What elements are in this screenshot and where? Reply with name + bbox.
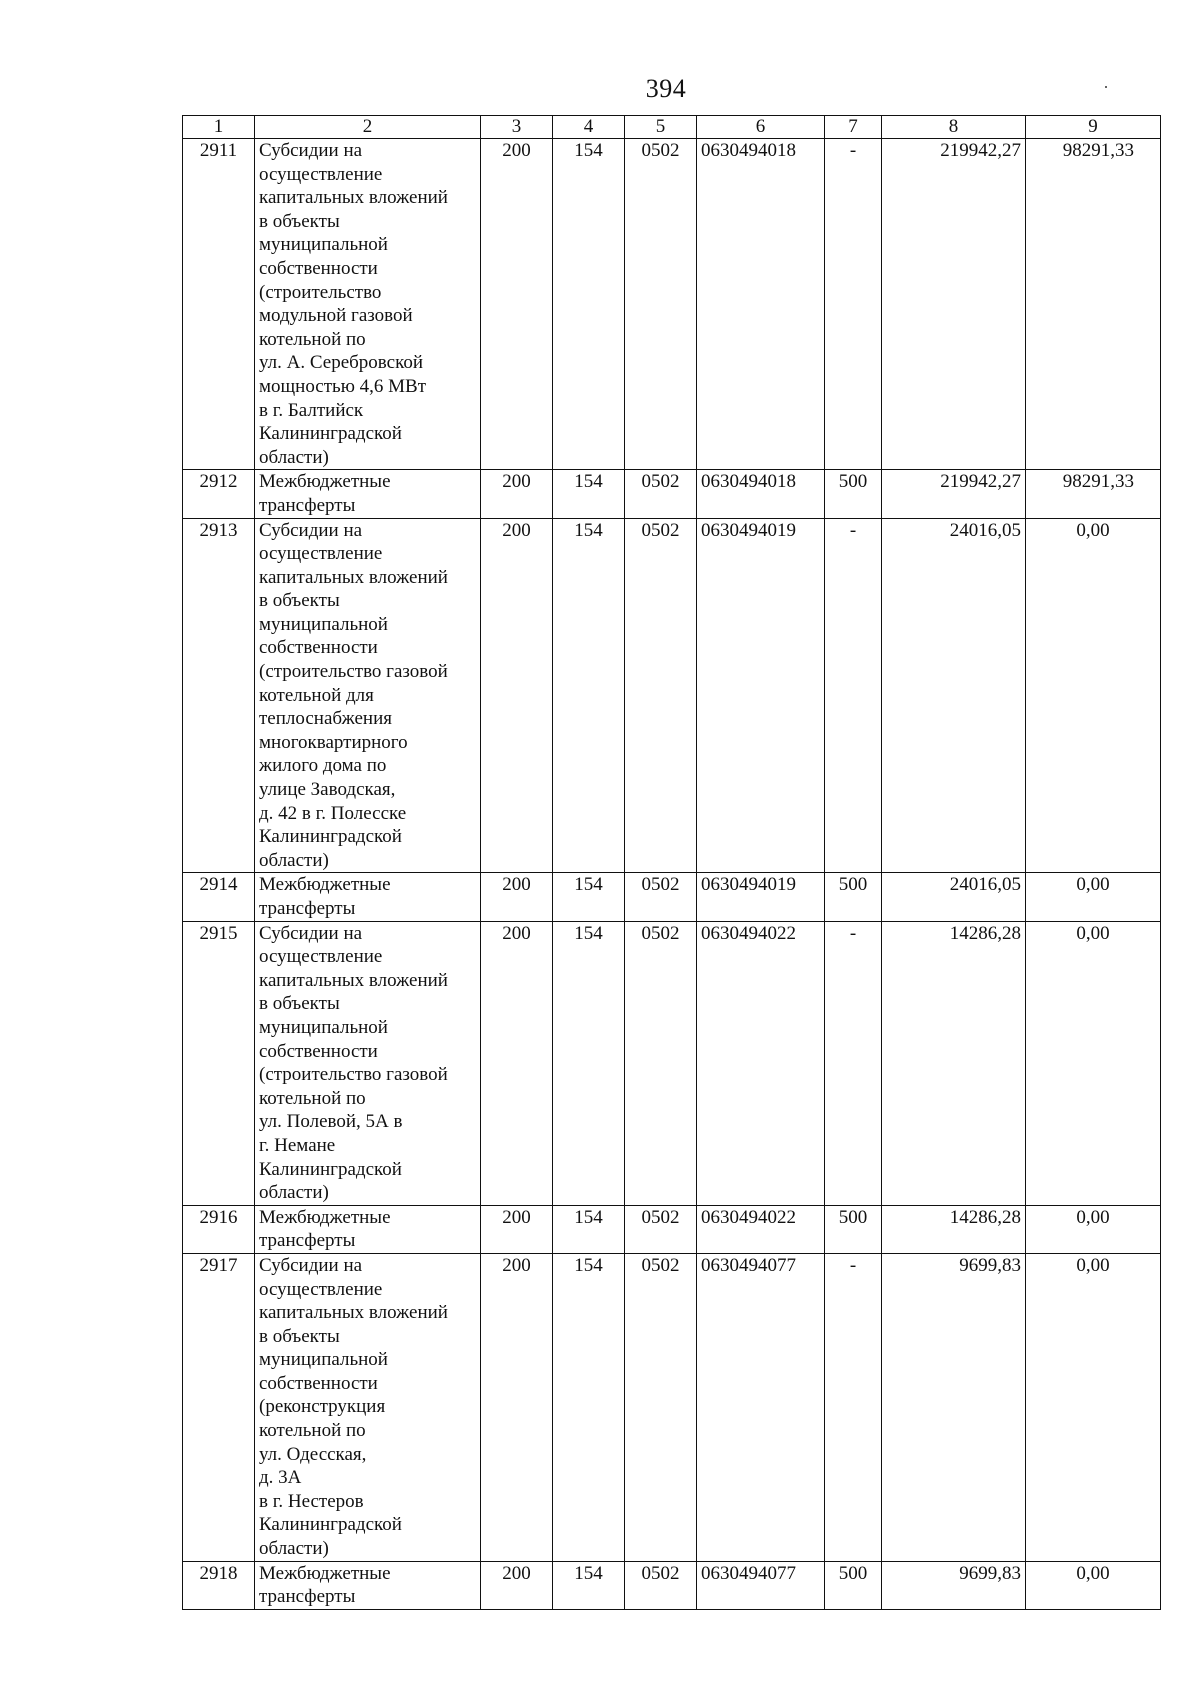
description-line: д. 42 в г. Полесске — [259, 802, 407, 824]
row-number-cell: 2917 — [183, 1253, 255, 1561]
code-4-cell: 154 — [553, 873, 625, 921]
column-header-9: 9 — [1026, 116, 1161, 139]
description-line: Субсидии на — [259, 922, 363, 944]
amount-8-cell: 219942,27 — [882, 470, 1026, 518]
description-line: собственности — [259, 1040, 378, 1062]
code-3-cell: 200 — [481, 1253, 553, 1561]
code-3-cell: 200 — [481, 1205, 553, 1253]
description-line: в г. Нестеров — [259, 1490, 364, 1512]
description-line: трансферты — [259, 494, 356, 516]
description-line: собственности — [259, 637, 378, 659]
description-line: жилого дома по — [259, 755, 387, 777]
description-line: д. 3А — [259, 1467, 302, 1489]
description-line: муниципальной — [259, 1016, 388, 1038]
code-4-cell: 154 — [553, 921, 625, 1205]
description-line: области) — [259, 849, 329, 871]
budget-table — [182, 115, 1161, 1610]
row-number-cell: 2912 — [183, 470, 255, 518]
description-line: (строительство газовой — [259, 661, 448, 683]
description-line: капитальных вложений — [259, 566, 448, 588]
description-line: котельной по — [259, 1087, 366, 1109]
expense-type-cell: - — [825, 1253, 882, 1561]
description-line: в объекты — [259, 1325, 340, 1347]
target-article-cell: 0630494019 — [697, 873, 825, 921]
amount-9-cell: 0,00 — [1026, 1205, 1161, 1253]
code-4-cell: 154 — [553, 470, 625, 518]
description-line: муниципальной — [259, 1349, 388, 1371]
code-4-cell: 154 — [553, 1205, 625, 1253]
description-line: в объекты — [259, 993, 340, 1015]
amount-8-cell: 9699,83 — [882, 1253, 1026, 1561]
expense-type-cell: - — [825, 518, 882, 873]
description-line: Калининградской — [259, 1158, 402, 1180]
amount-9-cell: 98291,33 — [1026, 470, 1161, 518]
table-row — [183, 1561, 1161, 1609]
table-row — [183, 1253, 1161, 1561]
expense-type-cell: 500 — [825, 1205, 882, 1253]
description-line: модульной газовой — [259, 305, 413, 327]
row-number-cell: 2916 — [183, 1205, 255, 1253]
column-header-4: 4 — [553, 116, 625, 139]
description-line: (строительство — [259, 281, 382, 303]
amount-8-cell: 14286,28 — [882, 1205, 1026, 1253]
amount-8-cell: 24016,05 — [882, 873, 1026, 921]
code-3-cell: 200 — [481, 1561, 553, 1609]
amount-9-cell: 0,00 — [1026, 1561, 1161, 1609]
section-code-cell: 0502 — [625, 518, 697, 873]
section-code-cell: 0502 — [625, 1561, 697, 1609]
description-line: Межбюджетные — [259, 471, 391, 493]
description-line: Калининградской — [259, 1514, 402, 1536]
row-number-cell: 2914 — [183, 873, 255, 921]
description-line: ул. Полевой, 5А в — [259, 1111, 403, 1133]
description-line: (строительство газовой — [259, 1064, 448, 1086]
description-line: осуществление — [259, 946, 383, 968]
code-3-cell: 200 — [481, 139, 553, 470]
description-cell — [255, 1253, 481, 1561]
description-line: трансферты — [259, 1230, 356, 1252]
description-line: трансферты — [259, 1586, 356, 1608]
description-line: муниципальной — [259, 613, 388, 635]
table-row — [183, 1205, 1161, 1253]
target-article-cell: 0630494077 — [697, 1561, 825, 1609]
description-cell — [255, 139, 481, 470]
expense-type-cell: - — [825, 139, 882, 470]
description-line: муниципальной — [259, 234, 388, 256]
description-line: Субсидии на — [259, 1254, 363, 1276]
code-3-cell: 200 — [481, 470, 553, 518]
column-header-1: 1 — [183, 116, 255, 139]
description-line: Субсидии на — [259, 519, 363, 541]
table-row — [183, 518, 1161, 873]
description-line: капитальных вложений — [259, 969, 448, 991]
description-cell — [255, 1561, 481, 1609]
description-line: котельной для — [259, 684, 374, 706]
code-3-cell: 200 — [481, 873, 553, 921]
amount-8-cell: 9699,83 — [882, 1561, 1026, 1609]
code-4-cell: 154 — [553, 139, 625, 470]
description-line: г. Немане — [259, 1134, 336, 1156]
section-code-cell: 0502 — [625, 873, 697, 921]
description-line: в объекты — [259, 210, 340, 232]
description-line: в объекты — [259, 590, 340, 612]
section-code-cell: 0502 — [625, 921, 697, 1205]
code-4-cell: 154 — [553, 518, 625, 873]
column-header-8: 8 — [882, 116, 1026, 139]
amount-9-cell: 0,00 — [1026, 1253, 1161, 1561]
description-cell — [255, 873, 481, 921]
table-row — [183, 873, 1161, 921]
table-row — [183, 921, 1161, 1205]
section-code-cell: 0502 — [625, 1253, 697, 1561]
expense-type-cell: 500 — [825, 873, 882, 921]
description-line: котельной по — [259, 1420, 366, 1442]
description-line: Калининградской — [259, 826, 402, 848]
description-line: собственности — [259, 257, 378, 279]
target-article-cell: 0630494018 — [697, 139, 825, 470]
description-line: в г. Балтийск — [259, 399, 364, 421]
target-article-cell: 0630494022 — [697, 1205, 825, 1253]
amount-9-cell: 0,00 — [1026, 921, 1161, 1205]
expense-type-cell: - — [825, 921, 882, 1205]
table-body — [183, 139, 1161, 1610]
description-line: Межбюджетные — [259, 1562, 391, 1584]
expense-type-cell: 500 — [825, 1561, 882, 1609]
table-row — [183, 139, 1161, 470]
description-line: многоквартирного — [259, 731, 408, 753]
code-3-cell: 200 — [481, 518, 553, 873]
description-line: капитальных вложений — [259, 187, 448, 209]
amount-8-cell: 24016,05 — [882, 518, 1026, 873]
section-code-cell: 0502 — [625, 470, 697, 518]
description-line: трансферты — [259, 898, 356, 919]
description-cell — [255, 470, 481, 518]
page-number: 394 — [645, 74, 687, 103]
target-article-cell: 0630494019 — [697, 518, 825, 873]
amount-9-cell: 0,00 — [1026, 518, 1161, 873]
amount-8-cell: 14286,28 — [882, 921, 1026, 1205]
target-article-cell: 0630494077 — [697, 1253, 825, 1561]
header-row — [183, 116, 1161, 139]
row-number-cell: 2915 — [183, 921, 255, 1205]
description-line: ул. Одесская, — [259, 1443, 367, 1465]
description-line: капитальных вложений — [259, 1302, 448, 1324]
row-number-cell: 2913 — [183, 518, 255, 873]
target-article-cell: 0630494022 — [697, 921, 825, 1205]
amount-9-cell: 0,00 — [1026, 873, 1161, 921]
description-line: Калининградской — [259, 423, 402, 445]
scan-speck — [1105, 86, 1107, 88]
description-line: теплоснабжения — [259, 708, 392, 730]
description-line: осуществление — [259, 543, 383, 565]
description-line: осуществление — [259, 1278, 383, 1300]
amount-9-cell: 98291,33 — [1026, 139, 1161, 470]
column-header-7: 7 — [825, 116, 882, 139]
description-line: собственности — [259, 1372, 378, 1394]
row-number-cell: 2918 — [183, 1561, 255, 1609]
description-line: котельной по — [259, 328, 366, 350]
description-line: осуществление — [259, 163, 383, 185]
target-article-cell: 0630494018 — [697, 470, 825, 518]
column-header-3: 3 — [481, 116, 553, 139]
code-4-cell: 154 — [553, 1253, 625, 1561]
description-cell — [255, 1205, 481, 1253]
expense-type-cell: 500 — [825, 470, 882, 518]
amount-8-cell: 219942,27 — [882, 139, 1026, 470]
column-header-5: 5 — [625, 116, 697, 139]
description-line: улице Заводская, — [259, 779, 396, 801]
description-line: области) — [259, 1538, 329, 1560]
description-line: (реконструкция — [259, 1396, 386, 1418]
code-3-cell: 200 — [481, 921, 553, 1205]
table-row — [183, 470, 1161, 518]
row-number-cell: 2911 — [183, 139, 255, 470]
description-line: области) — [259, 1182, 329, 1204]
code-4-cell: 154 — [553, 1561, 625, 1609]
description-line: Субсидии на — [259, 140, 363, 161]
description-cell — [255, 921, 481, 1205]
table-header — [183, 116, 1161, 139]
section-code-cell: 0502 — [625, 1205, 697, 1253]
column-header-6: 6 — [697, 116, 825, 139]
description-line: ул. А. Серебровской — [259, 352, 424, 374]
description-cell — [255, 518, 481, 873]
description-line: мощностью 4,6 МВт — [259, 375, 427, 397]
section-code-cell: 0502 — [625, 139, 697, 470]
description-line: Межбюджетные — [259, 1206, 391, 1228]
description-line: области) — [259, 446, 329, 468]
column-header-2: 2 — [255, 116, 481, 139]
description-line: Межбюджетные — [259, 874, 391, 896]
